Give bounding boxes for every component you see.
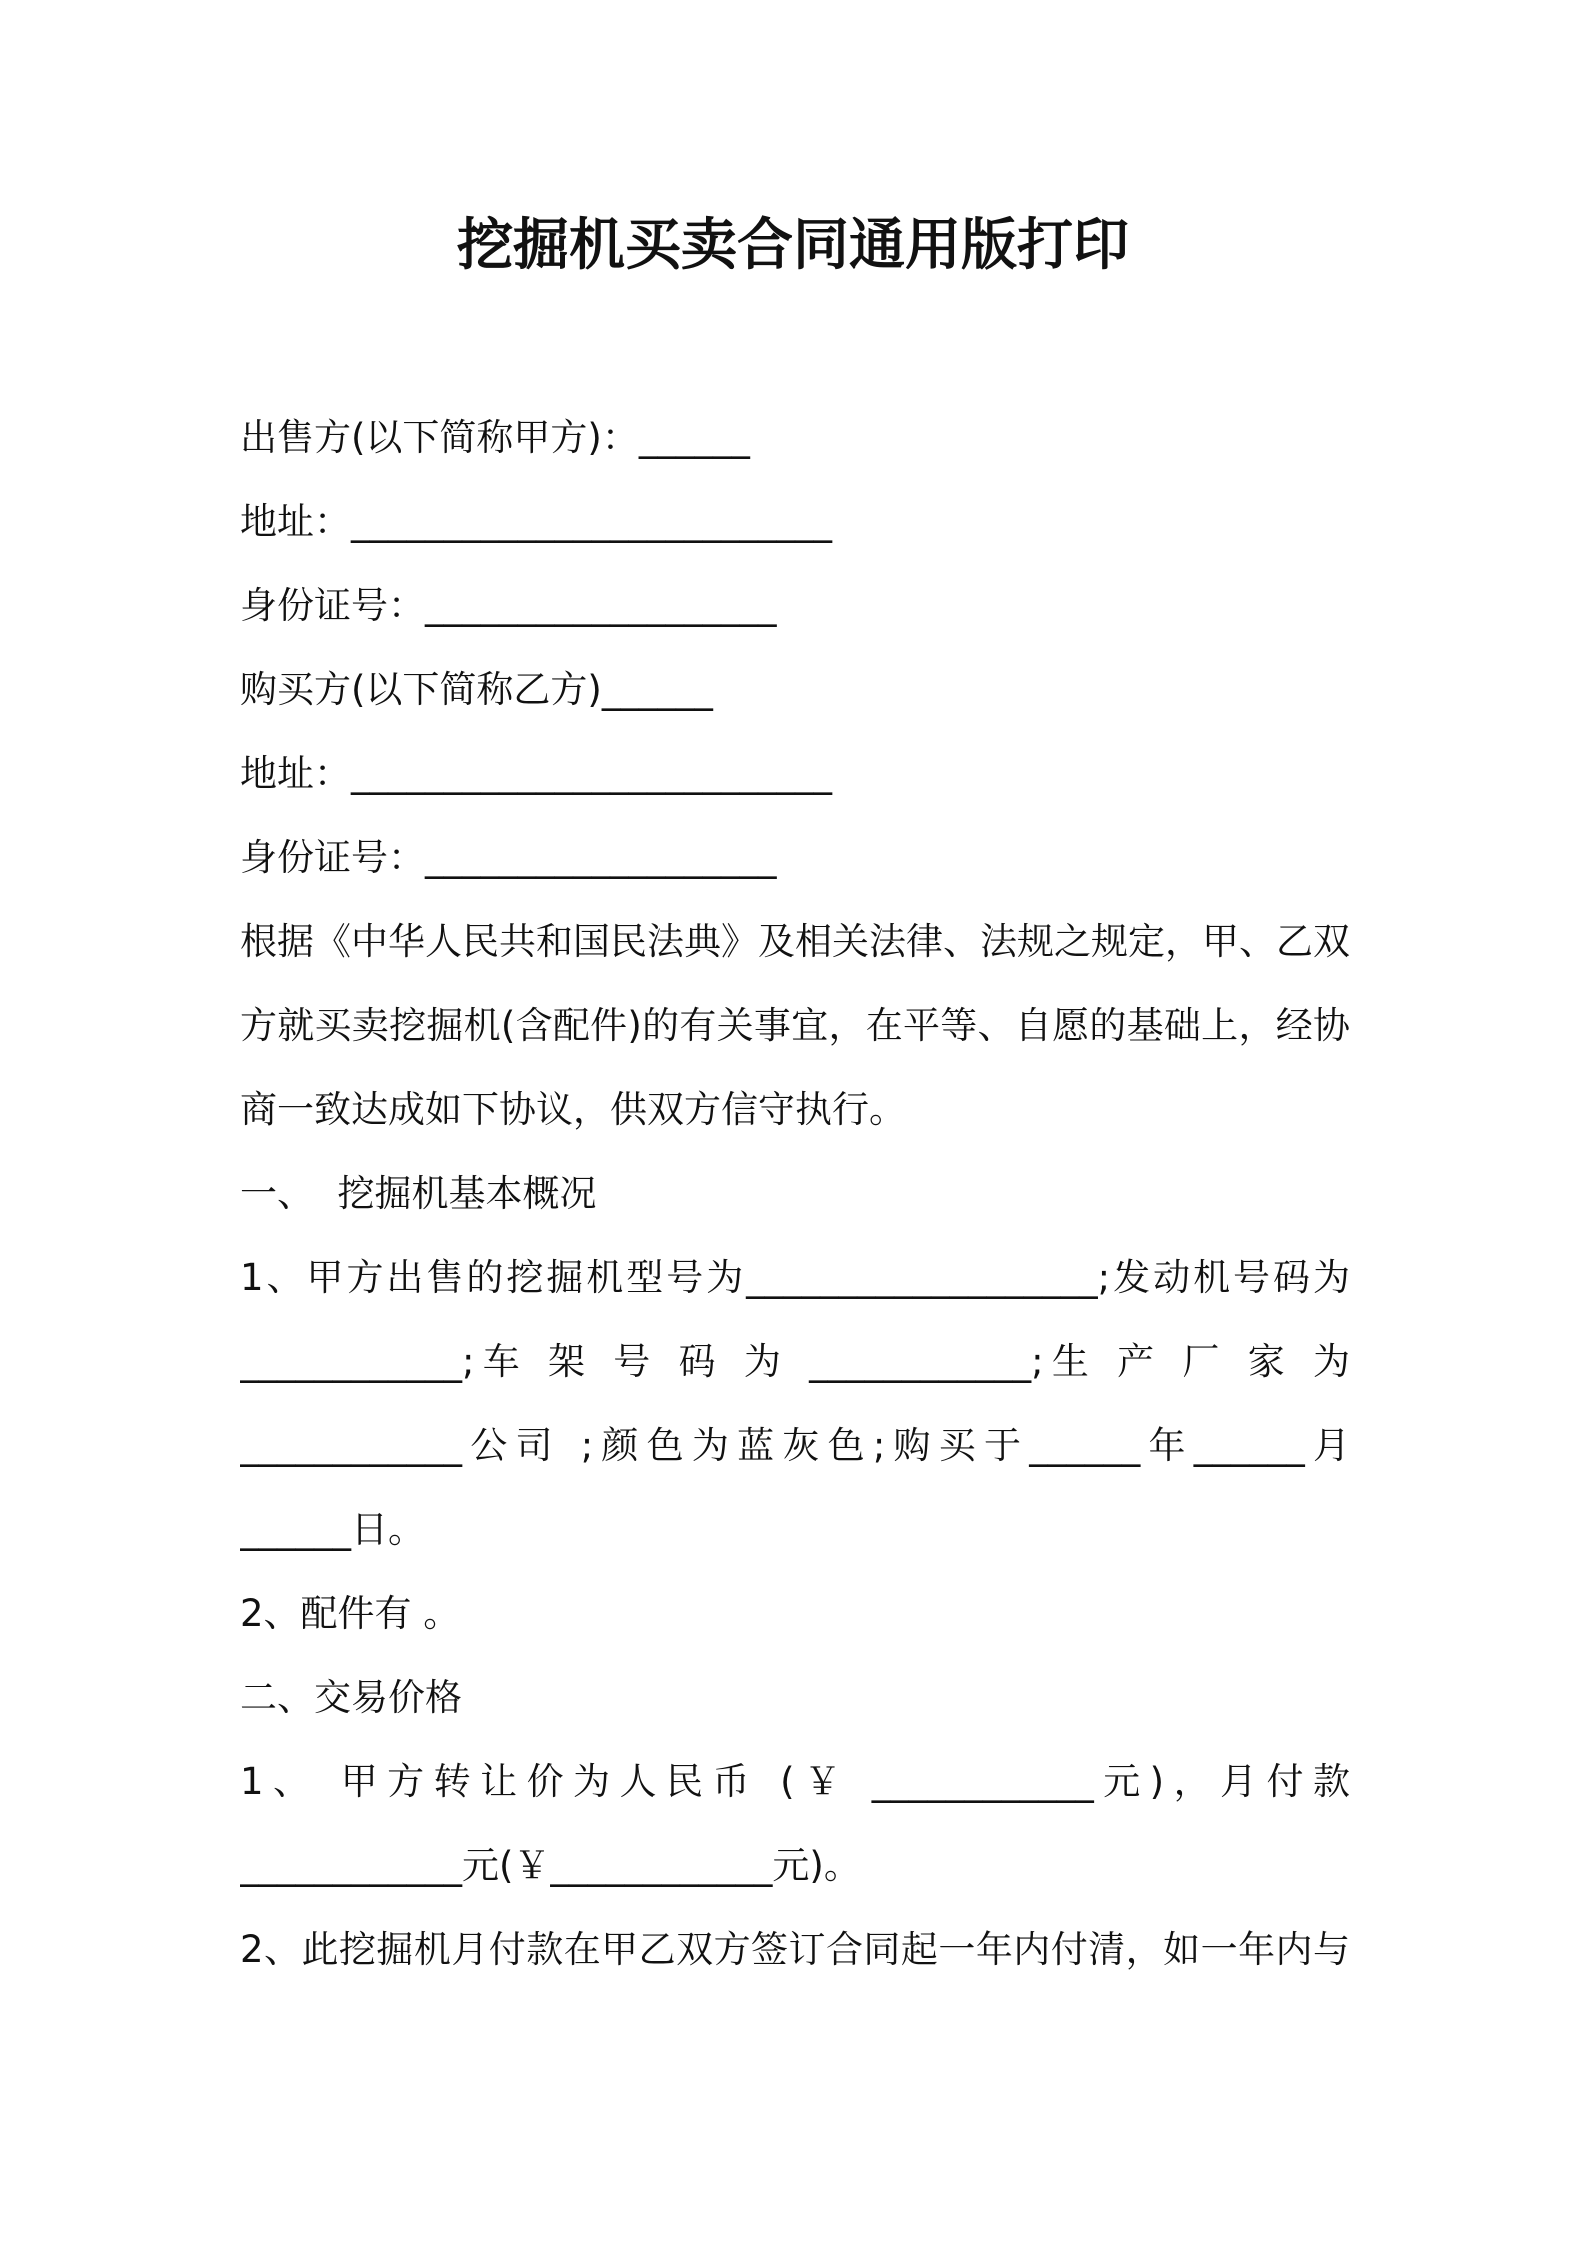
clause-1-1-line-4: ______日。 xyxy=(240,1508,425,1551)
buyer-name-line: 购买方(以下简称乙方)______ xyxy=(240,668,713,711)
preamble-line-1: 根据《中华人民共和国民法典》及相关法律、法规之规定，甲、乙双 xyxy=(240,920,1350,963)
seller-id-line: 身份证号：___________________ xyxy=(240,584,777,627)
preamble-line-3: 商一致达成如下协议，供双方信守执行。 xyxy=(240,1088,906,1131)
seller-address-line: 地址：__________________________ xyxy=(240,500,832,543)
clause-2-2-line-1: 2、此挖掘机月付款在甲乙双方签订合同起一年内付清，如一年内与 xyxy=(240,1928,1350,1971)
clause-1-1-line-3: ____________公司 ;颜色为蓝灰色;购买于______年______月 xyxy=(240,1424,1350,1467)
section-heading-2: 二、交易价格 xyxy=(240,1676,462,1719)
clause-2-1-line-1: 1、 甲方转让价为人民币 (￥ ____________元)，月付款 xyxy=(240,1760,1350,1803)
seller-name-line: 出售方(以下简称甲方)：______ xyxy=(240,416,750,459)
section-heading-1: 一、 挖掘机基本概况 xyxy=(240,1172,597,1215)
clause-1-2: 2、配件有 。 xyxy=(240,1592,461,1635)
preamble-line-2: 方就买卖挖掘机(含配件)的有关事宜，在平等、自愿的基础上，经协 xyxy=(240,1004,1350,1047)
buyer-address-line: 地址：__________________________ xyxy=(240,752,832,795)
clause-2-1-line-2: ____________元(￥____________元)。 xyxy=(240,1844,861,1887)
buyer-id-line: 身份证号：___________________ xyxy=(240,836,777,879)
document-title: 挖掘机买卖合同通用版打印 xyxy=(457,213,1129,278)
clause-1-1-line-1: 1、甲方出售的挖掘机型号为___________________;发动机号码为 xyxy=(240,1256,1350,1299)
clause-1-1-line-2: ____________;车 架 号 码 为 ____________;生 产 厂 家 为 xyxy=(240,1340,1350,1383)
